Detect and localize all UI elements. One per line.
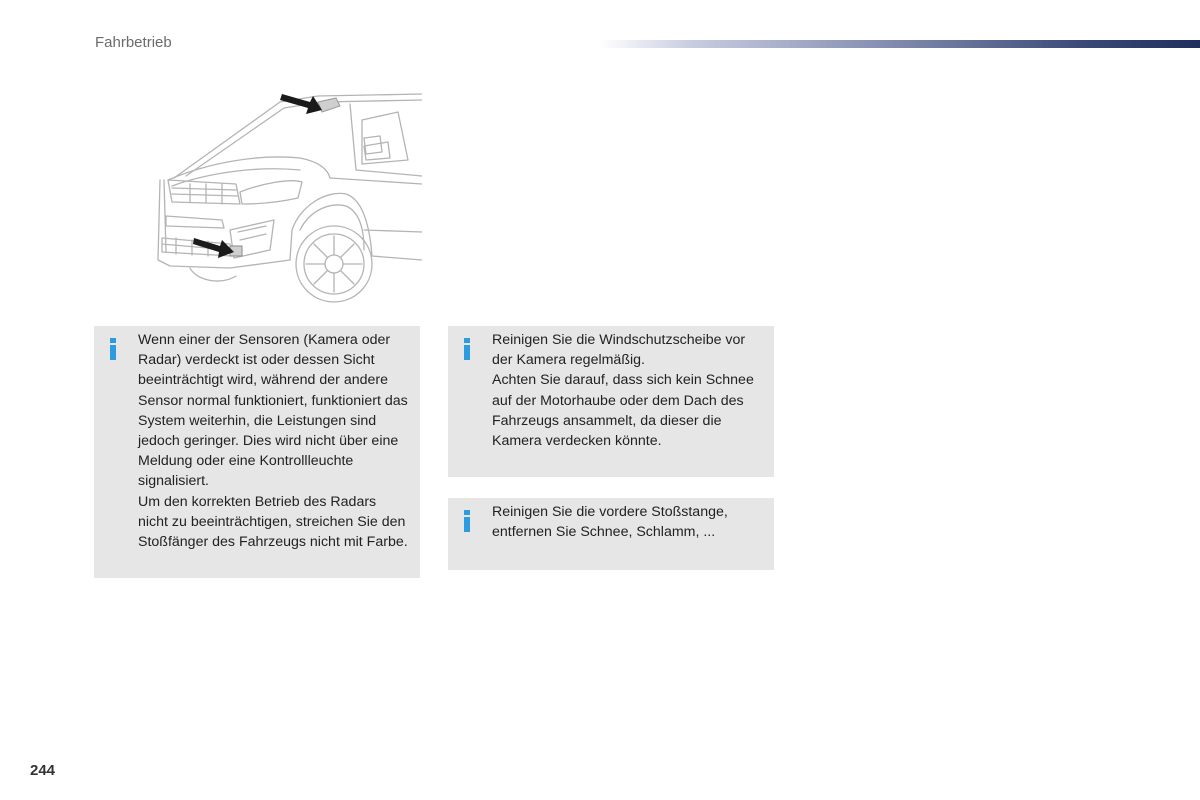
note-paragraph: Achten Sie darauf, dass sich kein Schnee auf der Motorhaube oder dem Dach des Fahrzeugs ansammelt, da dieser die Kamera verdecken könnte.	[492, 372, 754, 450]
note-paragraph: Reinigen Sie die Windschutzscheibe vor der Kamera regelmäßig.	[492, 332, 746, 369]
info-box-bumper	[448, 498, 774, 570]
info-icon	[462, 338, 472, 360]
info-box-windscreen	[448, 326, 774, 477]
note-paragraph: Um den korrekten Betrieb des Radars nicht zu beeinträchtigen, streichen Sie den Stoßfänger des Fahrzeugs nicht mit Farbe.	[138, 493, 408, 551]
van-sensor-illustration-icon	[150, 80, 422, 310]
header-color-bar	[600, 40, 1200, 48]
page-number: 244	[30, 762, 56, 779]
info-icon	[462, 510, 472, 532]
info-icon	[108, 338, 118, 360]
section-title: Fahrbetrieb	[95, 34, 172, 51]
note-paragraph: Reinigen Sie die vordere Stoßstange, entfernen Sie Schnee, Schlamm, ...	[492, 504, 728, 541]
info-box-sensor-blocked	[94, 326, 420, 578]
note-paragraph: Wenn einer der Sensoren (Kamera oder Radar) verdeckt ist oder dessen Sicht beeinträchtigt wird, während der andere Sensor normal funktioniert, funktioniert das System weiterhin, die Leistungen sind jedoch geringer. Dies wird nicht über eine Meldung oder eine Kontrollleuchte signalisiert.	[138, 332, 408, 490]
